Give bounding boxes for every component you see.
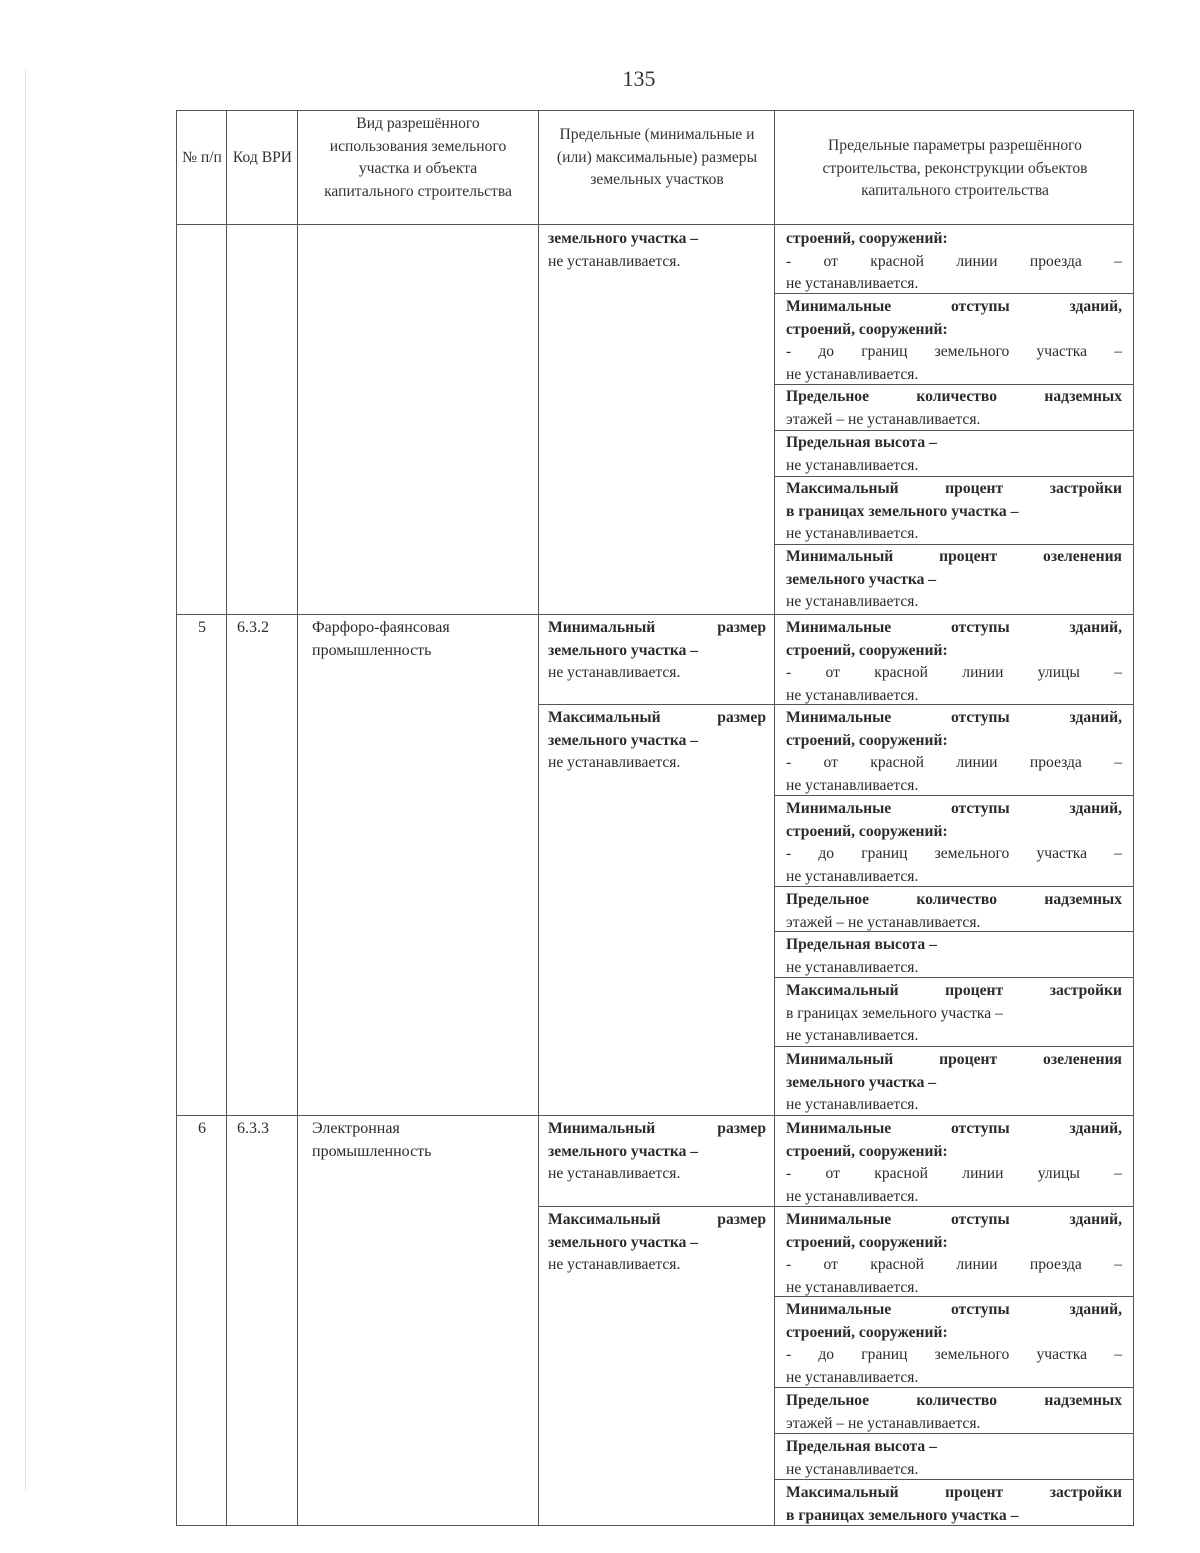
param-cell: Минимальные отступы зданий, строений, сооружений: - от красной линии улицы – не устанавливается.: [786, 619, 1122, 704]
param-cell: Предельная высота – не устанавливается.: [786, 1438, 937, 1478]
row-number: 6: [198, 1120, 206, 1137]
size-cell: земельного участка – не устанавливается.: [548, 230, 699, 270]
size-min-cell: Минимальный размер земельного участка – не устанавливается.: [548, 1120, 766, 1183]
param-cell: Минимальные отступы зданий, строений, сооружений: - от красной линии улицы – не устанавливается.: [786, 1120, 1122, 1205]
param-cell: Предельная высота – не устанавливается.: [786, 434, 937, 474]
row-code: 6.3.3: [237, 1120, 269, 1137]
header-cell-use: Вид разрешённого использования земельного участка и объекта капитального строительства: [324, 115, 512, 200]
col-divider: [297, 110, 298, 1526]
param-cell: Максимальный процент застройки в границах земельного участка –: [786, 1484, 1122, 1524]
scan-margin-line: [25, 70, 26, 1490]
param-cell: Минимальные отступы зданий, строений, сооружений: - до границ земельного участка – не устанавливается.: [786, 298, 1122, 383]
row-number: 5: [198, 619, 206, 636]
page-number: 135: [622, 66, 656, 91]
row-use: Электронная промышленность: [312, 1120, 432, 1160]
param-cell: Минимальный процент озеленения земельного участка – не устанавливается.: [786, 548, 1122, 611]
param-cell: Минимальные отступы зданий, строений, сооружений: - до границ земельного участка – не устанавливается.: [786, 800, 1122, 885]
row-use: Фарфоро-фаянсовая промышленность: [312, 619, 450, 659]
col-divider: [226, 110, 227, 1526]
size-max-cell: Максимальный размер земельного участка – не устанавливается.: [548, 709, 766, 772]
col-divider: [538, 110, 539, 1526]
size-divider: [538, 704, 774, 705]
row-divider: [176, 614, 1134, 615]
param-cell: Предельное количество надземных этажей – не устанавливается.: [786, 891, 1122, 931]
param-cell: Минимальный процент озеленения земельного участка – не устанавливается.: [786, 1051, 1122, 1114]
col-divider: [774, 110, 775, 1526]
header-divider: [176, 224, 1134, 225]
row-code: 6.3.2: [237, 619, 269, 636]
size-min-cell: Минимальный размер земельного участка – не устанавливается.: [548, 619, 766, 682]
header-cell-code: Код ВРИ: [232, 149, 293, 166]
header-cell-params: Предельные параметры разрешённого строительства, реконструкции объектов капитального строительства: [822, 137, 1088, 199]
param-cell: Максимальный процент застройки в границах земельного участка – не устанавливается.: [786, 480, 1122, 543]
param-cell: Предельная высота – не устанавливается.: [786, 936, 937, 976]
param-cell: строений, сооружений: - от красной линии проезда – не устанавливается.: [786, 230, 1122, 293]
header-cell-num: № п/п: [182, 149, 222, 166]
param-cell: Минимальные отступы зданий, строений, сооружений: - от красной линии проезда – не устанавливается.: [786, 709, 1122, 794]
size-max-cell: Максимальный размер земельного участка – не устанавливается.: [548, 1211, 766, 1274]
param-cell: Минимальные отступы зданий, строений, сооружений: - до границ земельного участка – не устанавливается.: [786, 1301, 1122, 1386]
param-cell: Минимальные отступы зданий, строений, сооружений: - от красной линии проезда – не устанавливается.: [786, 1211, 1122, 1296]
size-divider: [538, 1206, 774, 1207]
param-cell: Предельное количество надземных этажей – не устанавливается.: [786, 388, 1122, 428]
param-cell: Максимальный процент застройки в границах земельного участка – не устанавливается.: [786, 982, 1122, 1045]
param-cell: Предельное количество надземных этажей – не устанавливается.: [786, 1392, 1122, 1432]
header-cell-size: Предельные (минимальные и (или) максимальные) размеры земельных участков: [556, 126, 758, 188]
